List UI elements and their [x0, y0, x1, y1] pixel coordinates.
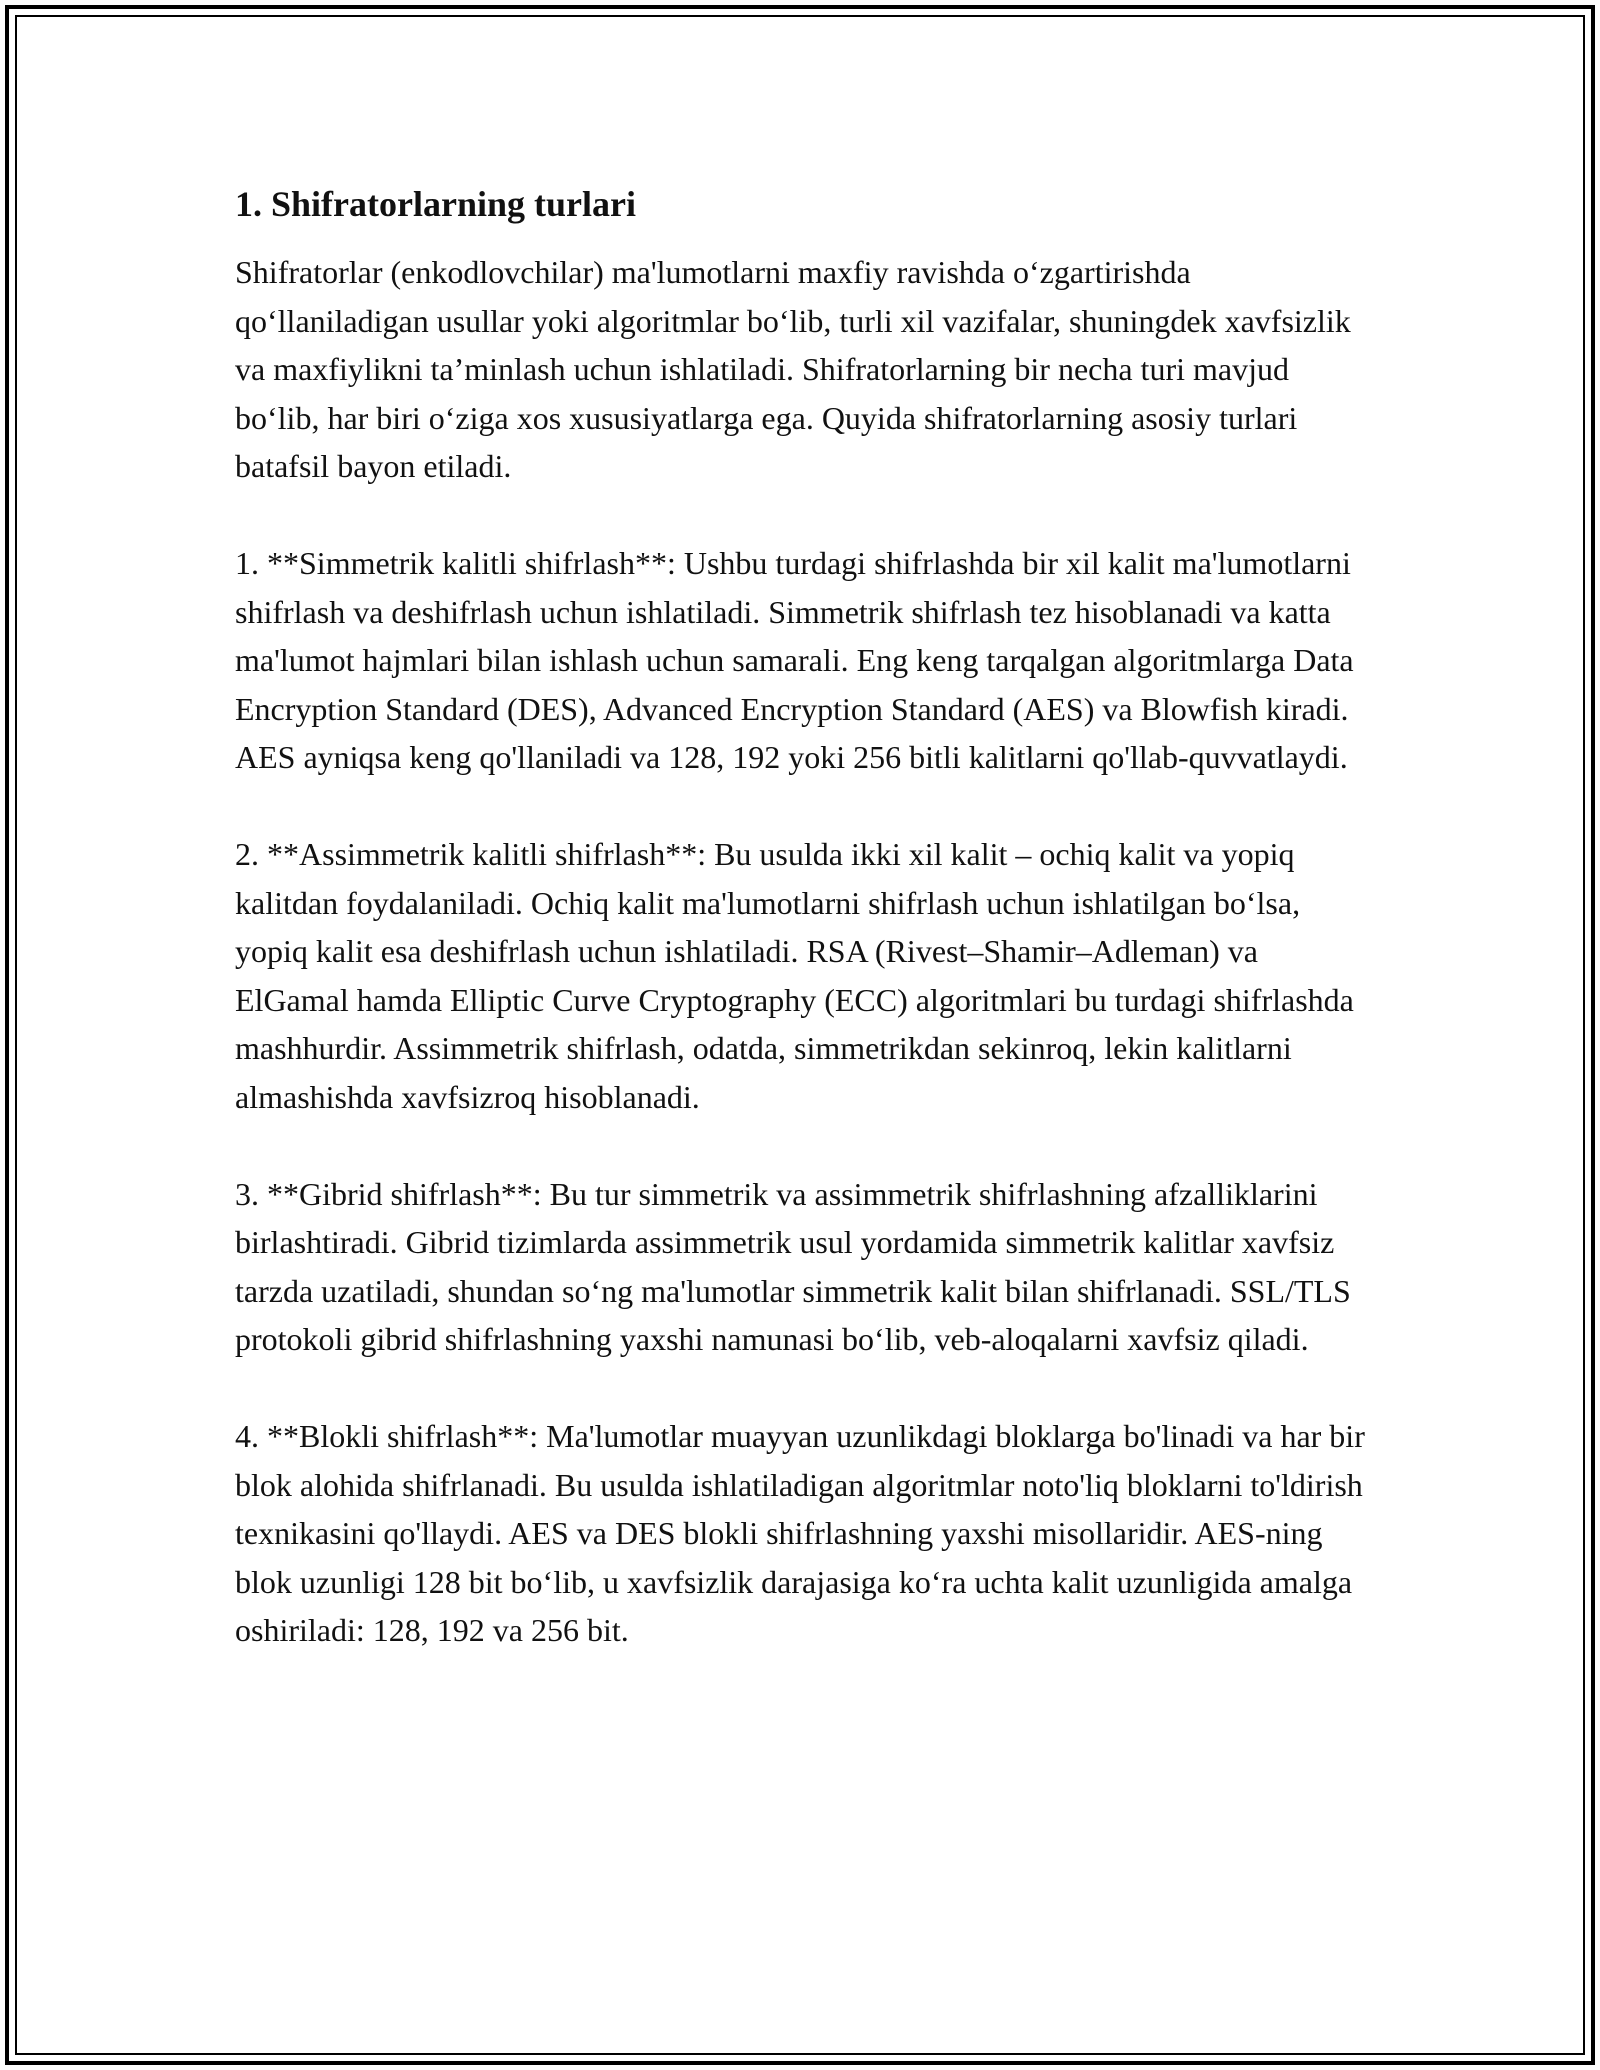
- paragraph-symmetric-encryption: 1. **Simmetrik kalitli shifrlash**: Ushbu turdagi shifrlashda bir xil kalit ma'lumotlarni shifrlash va deshifrlash uchun ishlatiladi. Simmetrik shifrlash tez hisoblanadi va katta ma'lumot hajmlari bilan ishlash uchun samarali. Eng keng tarqalgan algoritmlarga Data Encryption Standard (DES), Advanced Encryption Standard (AES) va Blowfish kiradi. AES ayniqsa keng qo'llaniladi va 128, 192 yoki 256 bitli kalitlarni qo'llab-quvvatlaydi.: [235, 545, 1354, 776]
- section-heading: 1. Shifratorlarning turlari: [235, 184, 636, 224]
- paragraph-block-encryption: 4. **Blokli shifrlash**: Ma'lumotlar muayyan uzunlikdagi bloklarga bo'linadi va har bir blok alohida shifrlanadi. Bu usulda ishlatiladigan algoritmlar noto'liq bloklarni to'ldirish texnikasini qo'llaydi. AES va DES blokli shifrlashning yaxshi misollaridir. AES-ning blok uzunligi 128 bit bo‘lib, u xavfsizlik darajasiga ko‘ra uchta kalit uzunligida amalga oshiriladi: 128, 192 va 256 bit.: [235, 1418, 1365, 1649]
- document-body: [235, 183, 1370, 1703]
- intro-paragraph: Shifratorlar (enkodlovchilar) ma'lumotlarni maxfiy ravishda o‘zgartirishda qo‘llaniladigan usullar yoki algoritmlar bo‘lib, turli xil vazifalar, shuningdek xavfsizlik va maxfiylikni ta’minlash uchun ishlatiladi. Shifratorlarning bir necha turi mavjud bo‘lib, har biri o‘ziga xos xususiyatlarga ega. Quyida shifratorlarning asosiy turlari batafsil bayon etiladi.: [235, 254, 1351, 485]
- paragraph-hybrid-encryption: 3. **Gibrid shifrlash**: Bu tur simmetrik va assimmetrik shifrlashning afzalliklarini birlashtiradi. Gibrid tizimlarda assimmetrik usul yordamida simmetrik kalitlar xavfsiz tarzda uzatiladi, shundan so‘ng ma'lumotlar simmetrik kalit bilan shifrlanadi. SSL/TLS protokoli gibrid shifrlashning yaxshi namunasi bo‘lib, veb-aloqalarni xavfsiz qiladi.: [235, 1175, 1351, 1358]
- paragraph-asymmetric-encryption: 2. **Assimmetrik kalitli shifrlash**: Bu usulda ikki xil kalit – ochiq kalit va yopiq kalitdan foydalaniladi. Ochiq kalit ma'lumotlarni shifrlash uchun ishlatilgan bo‘lsa, yopiq kalit esa deshifrlash uchun ishlatiladi. RSA (Rivest–Shamir–Adleman) va ElGamal hamda Elliptic Curve Cryptography (ECC) algoritmlari bu turdagi shifrlashda mashhurdir. Assimmetrik shifrlash, odatda, simmetrikdan sekinroq, lekin kalitlarni almashishda xavfsizroq hisoblanadi.: [235, 836, 1354, 1115]
